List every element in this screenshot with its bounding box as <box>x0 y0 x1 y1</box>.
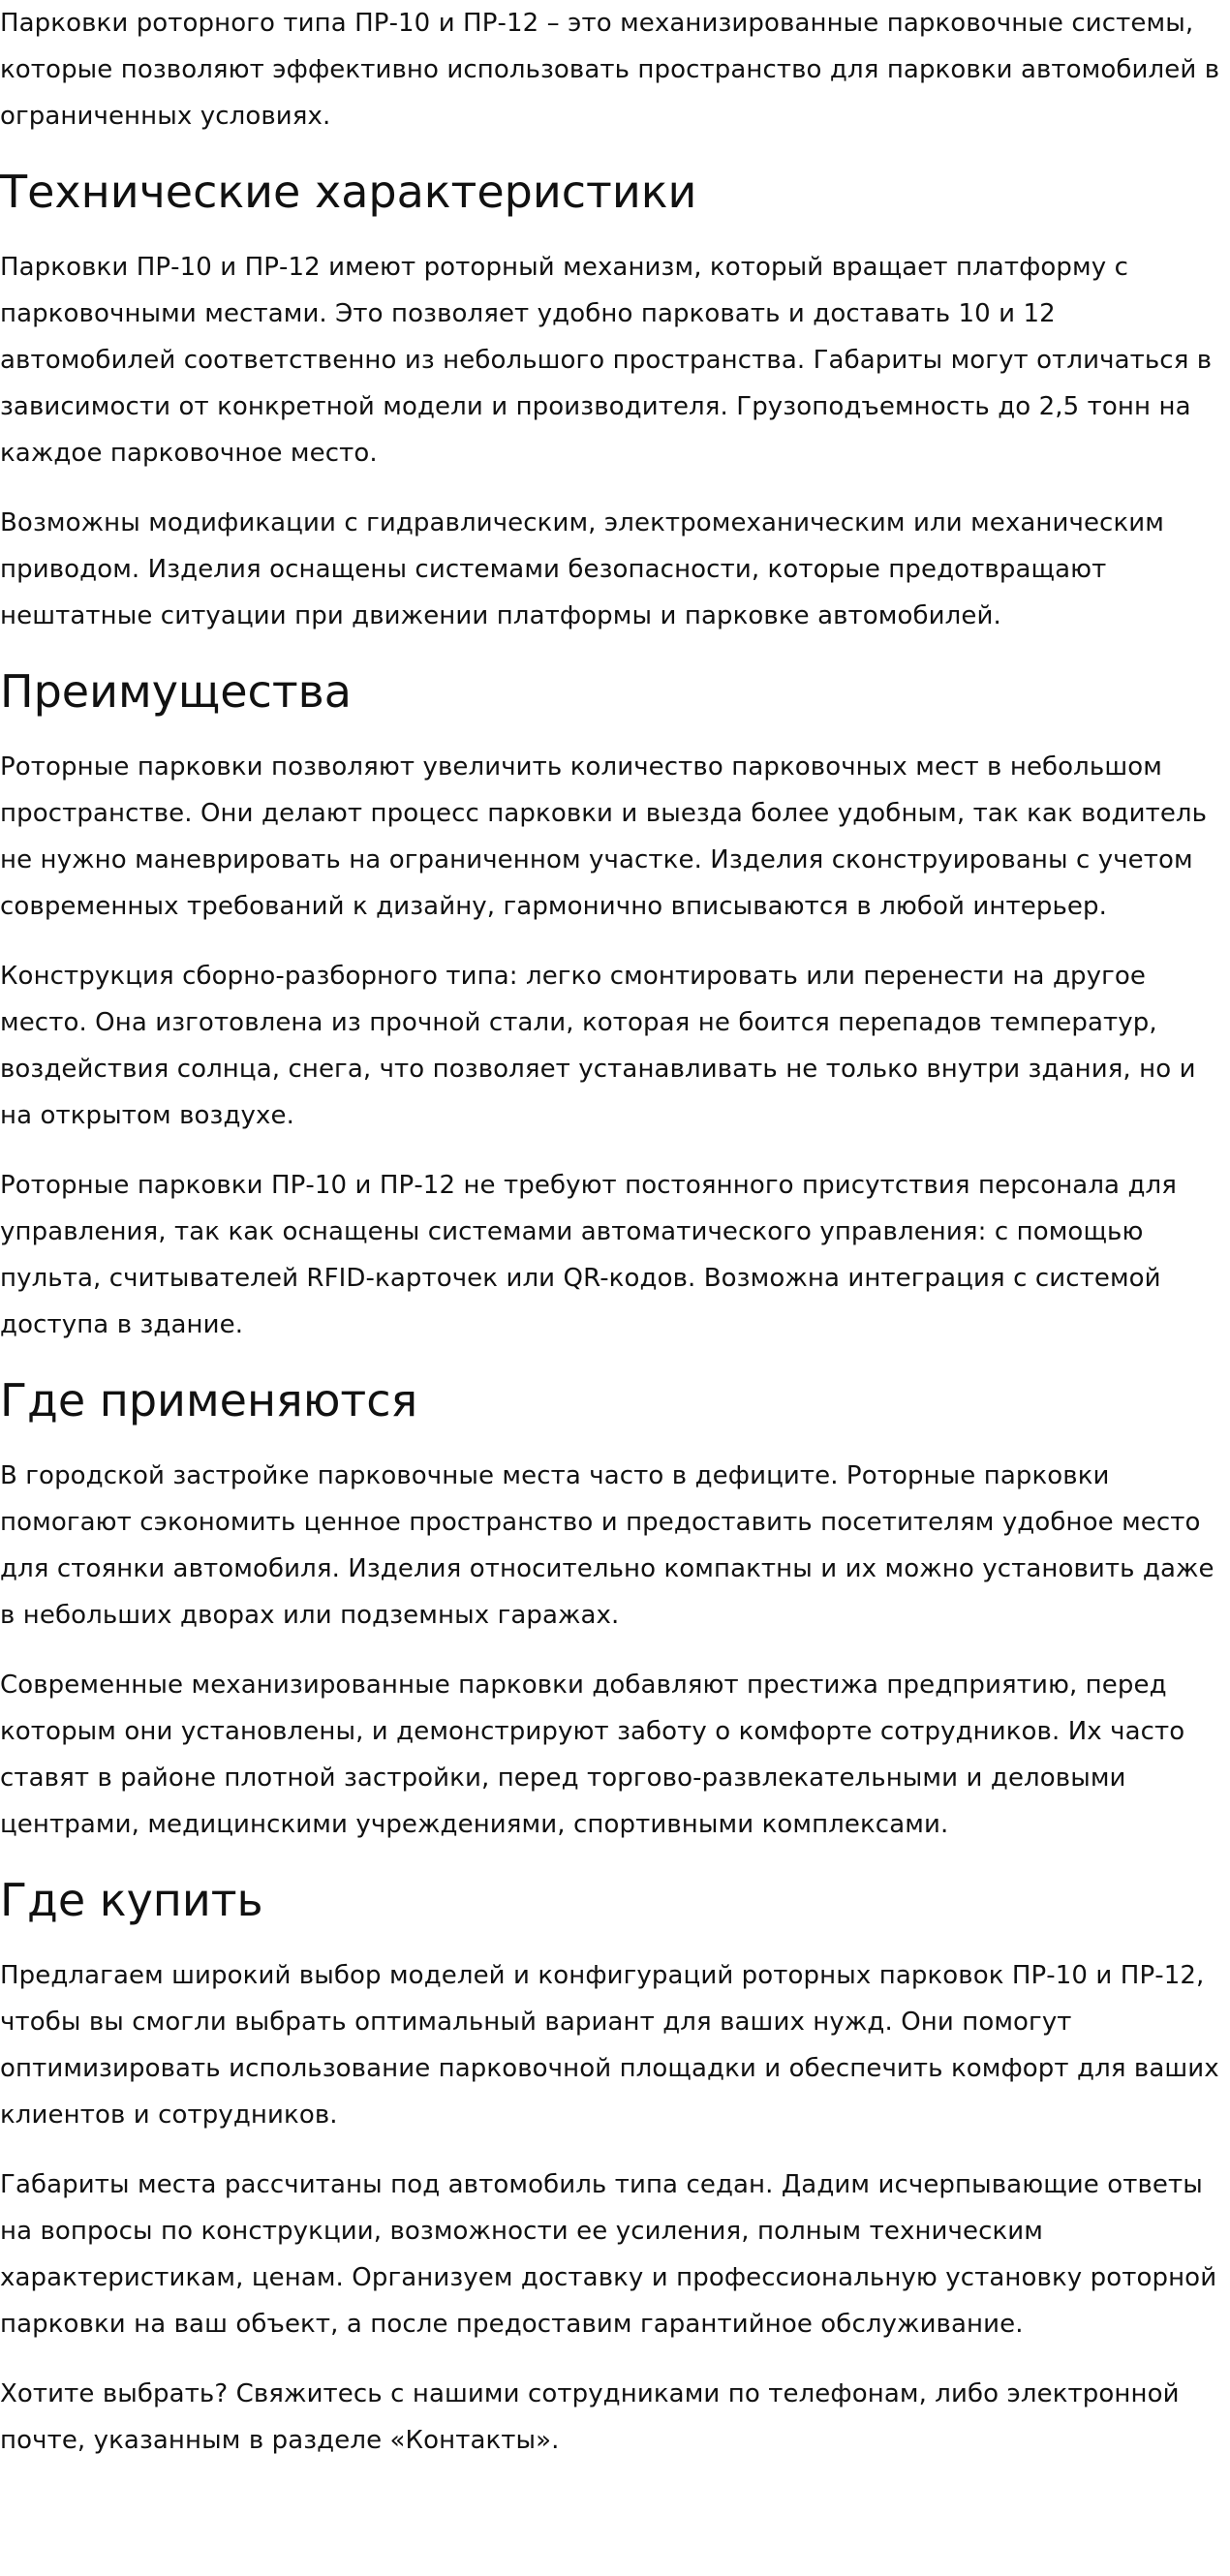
buy-paragraph-3: Хотите выбрать? Свяжитесь с нашими сотрудниками по телефонам, либо электронной почте, указанным в разделе «Контакты». <box>0 2379 1180 2455</box>
specs-paragraph-2: Возможны модификации с гидравлическим, электромеханическим или механическим приводом. Изделия оснащены системами безопасности, которые предотвращают нештатные ситуации при движении платформы и парковке автомобилей. <box>0 508 1164 630</box>
specs-paragraph-1: Парковки ПР-10 и ПР-12 имеют роторный механизм, который вращает платформу с парковочными местами. Это позволяет удобно парковать и доставать 10 и 12 автомобилей соответственно из небольшого пространства. Габариты могут отличаться в зависимости от конкретной модели и производителя. Грузоподъемность до 2,5 тонн на каждое парковочное место. <box>0 253 1213 468</box>
section-heading-specs: Технические характеристики <box>0 166 697 218</box>
section-heading-advantages: Преимущества <box>0 665 352 718</box>
intro-paragraph: Парковки роторного типа ПР-10 и ПР-12 – это механизированные парковочные системы, которые позволяют эффективно использовать пространство для парковки автомобилей в ограниченных условиях. <box>0 9 1220 131</box>
advantages-paragraph-1: Роторные парковки позволяют увеличить количество парковочных мест в небольшом пространстве. Они делают процесс парковки и выезда более удобным, так как водитель не нужно маневрировать на ограниченном участке. Изделия сконструированы с учетом современных требований к дизайну, гармонично вписываются в любой интерьер. <box>0 752 1208 921</box>
buy-paragraph-1: Предлагаем широкий выбор моделей и конфигураций роторных парковок ПР-10 и ПР-12, чтобы вы смогли выбрать оптимальный вариант для ваших нужд. Они помогут оптимизировать использование парковочной площадки и обеспечить комфорт для ваших клиентов и сотрудников. <box>0 1961 1219 2130</box>
buy-paragraph-2: Габариты места рассчитаны под автомобиль типа седан. Дадим исчерпывающие ответы на вопросы по конструкции, возможности ее усиления, полным техническим характеристикам, ценам. Организуем доставку и профессиональную установку роторной парковки на ваш объект, а после предоставим гарантийное обслуживание. <box>0 2170 1217 2339</box>
section-heading-applications: Где применяются <box>0 1374 418 1426</box>
applications-paragraph-1: В городской застройке парковочные места часто в дефиците. Роторные парковки помогают сэкономить ценное пространство и предоставить посетителям удобное место для стоянки автомобиля. Изделия относительно компактны и их можно установить даже в небольших дворах или подземных гаражах. <box>0 1461 1215 1630</box>
section-heading-where-to-buy: Где купить <box>0 1874 263 1926</box>
applications-paragraph-2: Современные механизированные парковки добавляют престижа предприятию, перед которым они установлены, и демонстрируют заботу о комфорте сотрудников. Их часто ставят в районе плотной застройки, перед торгово-развлекательными и деловыми центрами, медицинскими учреждениями, спортивными комплексами. <box>0 1671 1185 1839</box>
advantages-paragraph-3: Роторные парковки ПР-10 и ПР-12 не требуют постоянного присутствия персонала для управления, так как оснащены системами автоматического управления: с помощью пульта, считывателей RFID-карточек или QR-кодов. Возможна интеграция с системой доступа в здание. <box>0 1171 1177 1339</box>
advantages-paragraph-2: Конструкция сборно-разборного типа: легко смонтировать или перенести на другое место. Она изготовлена из прочной стали, которая не боится перепадов температур, воздействия солнца, снега, что позволяет устанавливать не только внутри здания, но и на открытом воздухе. <box>0 962 1196 1130</box>
